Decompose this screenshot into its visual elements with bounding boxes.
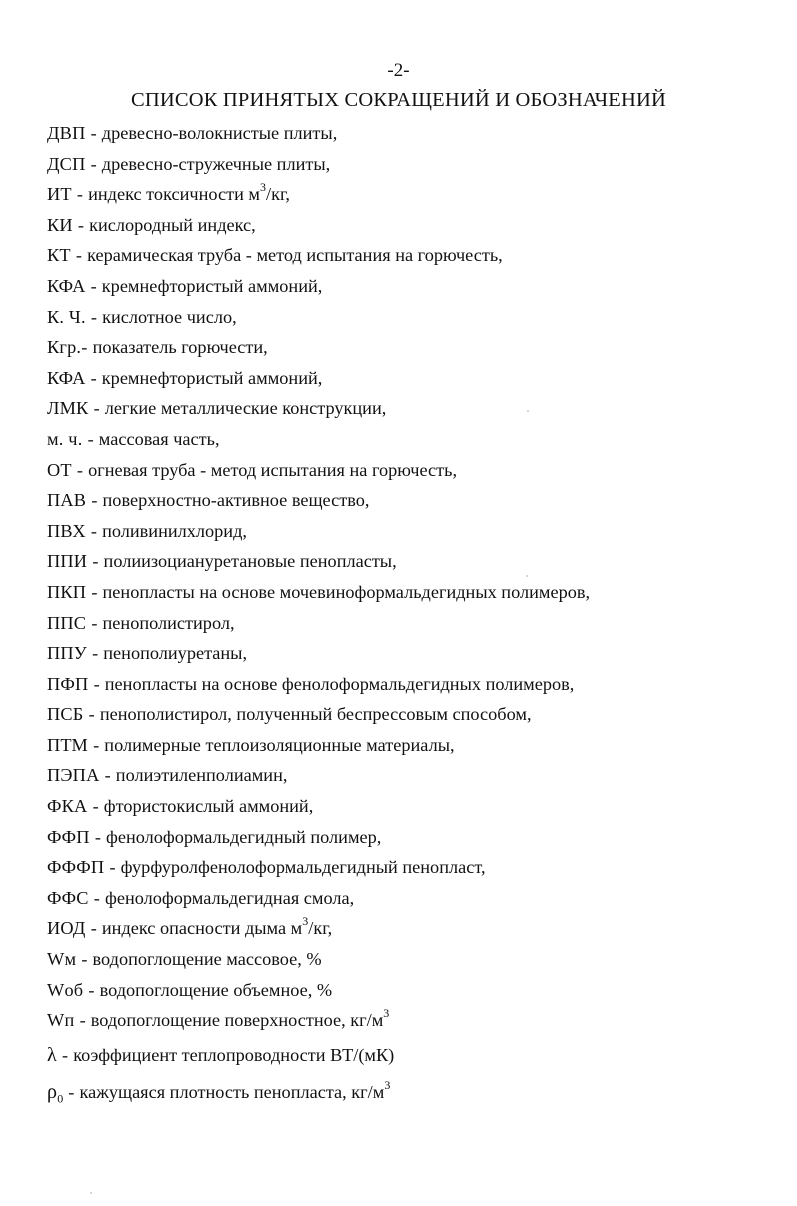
- abbreviation-term: ПСБ: [47, 704, 84, 725]
- rho-symbol: ρ: [47, 1081, 58, 1104]
- list-item: ППС - пенополистирол,: [47, 612, 235, 633]
- abbreviation-definition: полимерные теплоизоляционные материалы,: [104, 734, 455, 755]
- superscript: 3: [260, 180, 266, 195]
- abbreviation-definition: кремнефтористый аммоний,: [101, 367, 323, 388]
- abbreviation-definition: водопоглощение поверхностное, кг/м: [90, 1010, 384, 1031]
- abbreviation-definition: водопоглощение массовое, %: [92, 949, 322, 970]
- abbreviation-definition: легкие металлические конструкции,: [104, 398, 387, 419]
- abbreviation-definition: огневая труба - метод испытания на горючесть,: [88, 459, 458, 480]
- abbreviation-definition: кислотное число,: [102, 306, 237, 327]
- abbreviation-term: ПТМ: [47, 734, 88, 755]
- abbreviation-term: ФФС: [47, 887, 89, 908]
- abbreviation-definition: фенолоформальдегидная смола,: [105, 887, 355, 908]
- abbreviation-definition: фенолоформальдегидный полимер,: [106, 826, 382, 847]
- abbreviation-term: ИОД: [47, 918, 86, 939]
- list-item: ПТМ - полимерные теплоизоляционные материалы,: [47, 734, 455, 755]
- abbreviation-term: ПВХ: [47, 520, 86, 541]
- abbreviation-definition: древесно-стружечные плиты,: [101, 153, 331, 174]
- scan-speck: [526, 575, 528, 577]
- abbreviation-definition: пенополистирол, полученный беспрессовым способом,: [99, 704, 532, 725]
- abbreviation-term: ФКА: [47, 796, 88, 817]
- list-item: ДСП - древесно-стружечные плиты,: [47, 153, 331, 174]
- list-item: Wп - водопоглощение поверхностное, $кг/м^3$: [47, 1006, 390, 1031]
- list-item: КФА - кремнефтористый аммоний,: [47, 275, 323, 296]
- abbreviation-definition: пенопласты на основе мочевиноформальдегидных полимеров,: [102, 581, 591, 602]
- abbreviation-definition: кислородный индекс,: [89, 214, 256, 235]
- page-number: -2-: [387, 60, 410, 81]
- list-item: ДВП - древесно-волокнистые плиты,: [47, 123, 338, 143]
- abbreviation-term: КИ: [47, 214, 73, 235]
- list-item: ПСБ - пенополистирол, полученный беспрессовым способом,: [47, 704, 532, 725]
- scan-speck: [527, 410, 529, 412]
- abbreviation-definition-tail: /кг,: [308, 918, 333, 939]
- abbreviation-definition: пенопласты на основе фенолоформальдегидных полимеров,: [104, 673, 575, 694]
- abbreviation-term: КТ: [47, 245, 71, 266]
- list-item: КТ - керамическая труба - метод испытания на горючесть,: [47, 245, 503, 266]
- abbreviation-definition: кремнефтористый аммоний,: [101, 275, 323, 296]
- list-item: λ - коэффициент теплопроводности ВТ/(мК): [47, 1044, 395, 1067]
- abbreviation-term: ЛМК: [47, 398, 89, 419]
- abbreviation-term: КФА: [47, 367, 86, 388]
- abbreviation-term: ПФП: [47, 673, 89, 694]
- list-item: ОТ - огневая труба - метод испытания на горючесть,: [47, 459, 458, 480]
- abbreviation-definition: водопоглощение объемное, %: [99, 979, 333, 1000]
- abbreviation-term: ПЭПА: [47, 765, 100, 786]
- abbreviation-term: ППУ: [47, 643, 87, 664]
- list-item: Wоб - водопоглощение объемное, %: [47, 979, 333, 1000]
- abbreviation-definition-tail: /кг,: [266, 184, 290, 205]
- superscript: 3: [383, 1006, 390, 1021]
- abbreviation-definition: поверхностно-активное вещество,: [102, 490, 370, 511]
- page-title: СПИСОК ПРИНЯТЫХ СОКРАЩЕНИЙ И ОБОЗНАЧЕНИЙ: [130, 89, 667, 111]
- abbreviation-term: ПКП: [47, 581, 87, 602]
- abbreviation-term: ДВП: [47, 123, 86, 143]
- superscript: 3: [302, 914, 309, 929]
- abbreviation-term: КФА: [47, 275, 86, 296]
- abbreviation-definition: показатель горючести,: [92, 337, 268, 358]
- list-item: ФФП - фенолоформальдегидный полимер,: [47, 826, 382, 847]
- abbreviation-term: ФФП: [47, 826, 90, 847]
- abbreviation-definition: массовая часть,: [98, 428, 220, 449]
- list-item: ППУ - пенополиуретаны,: [47, 643, 248, 664]
- abbreviation-definition: индекс токсичности м: [88, 184, 260, 205]
- list-item: К. Ч. - кислотное число,: [47, 306, 237, 327]
- list-item: ИОД - индекс опасности дыма $м^3/кг$,: [47, 914, 333, 939]
- abbreviation-term: К. Ч.: [47, 306, 86, 327]
- list-item: КФА - кремнефтористый аммоний,: [47, 367, 323, 388]
- abbreviation-term: ППИ: [47, 551, 88, 572]
- abbreviation-term: ПАВ: [47, 490, 87, 511]
- list-item: ЛМК - легкие металлические конструкции,: [47, 398, 387, 419]
- abbreviation-term: Кгр.-: [47, 337, 88, 358]
- abbreviation-definition: керамическая труба - метод испытания на горючесть,: [87, 245, 503, 266]
- superscript: 3: [384, 1078, 391, 1093]
- list-item: ФФС - фенолоформальдегидная смола,: [47, 887, 355, 908]
- list-item: ПАВ - поверхностно-активное вещество,: [47, 490, 370, 511]
- abbreviation-term: Wп: [47, 1010, 75, 1031]
- list-item: КИ - кислородный индекс,: [47, 214, 256, 235]
- scan-speck: [90, 1192, 92, 1194]
- subscript: 0: [57, 1091, 64, 1106]
- list-item: ППИ - полиизоциануретановые пенопласты,: [47, 551, 397, 572]
- abbreviation-list: [47, 120, 787, 1116]
- abbreviation-definition: фтористокислый аммоний,: [103, 796, 314, 817]
- abbreviation-term: ФФФП: [47, 857, 105, 878]
- list-item: ФКА - фтористокислый аммоний,: [47, 796, 314, 817]
- abbreviation-definition: индекс опасности дыма м: [101, 918, 303, 939]
- abbreviation-term: ДСП: [47, 153, 86, 174]
- list-item: ПКП - пенопласты на основе мочевиноформальдегидных полимеров,: [47, 581, 591, 602]
- list-item: $\rho_0$ - кажущаяся плотность пенопласта, $кг/м^3$: [47, 1078, 391, 1106]
- abbreviation-definition: кажущаяся плотность пенопласта, кг/м: [79, 1082, 385, 1103]
- abbreviation-definition: пенополиуретаны,: [103, 643, 248, 664]
- list-item: м. ч. - массовая часть,: [47, 428, 220, 449]
- abbreviation-term: Wоб: [47, 979, 84, 1000]
- abbreviation-definition: поливинилхлорид,: [102, 520, 247, 541]
- abbreviation-definition: пенополистирол,: [102, 612, 235, 633]
- list-item: ФФФП - фурфуролфенолоформальдегидный пенопласт,: [47, 857, 486, 878]
- abbreviation-definition: полиизоциануретановые пенопласты,: [103, 551, 397, 572]
- abbreviation-term: ИТ: [47, 184, 72, 205]
- abbreviation-term: ОТ: [47, 459, 72, 480]
- list-item: [47, 334, 787, 365]
- abbreviation-definition: древесно-волокнистые плиты,: [101, 123, 338, 143]
- abbreviation-definition: фурфуролфенолоформальдегидный пенопласт,: [120, 857, 486, 878]
- abbreviation-term: м. ч.: [47, 428, 83, 449]
- abbreviation-definition: полиэтиленполиамин,: [115, 765, 288, 786]
- list-item: ПФП - пенопласты на основе фенолоформальдегидных полимеров,: [47, 673, 575, 694]
- abbreviation-term: Wм: [47, 949, 77, 970]
- abbreviation-term: ППС: [47, 612, 87, 633]
- list-item: ПВХ - поливинилхлорид,: [47, 520, 247, 541]
- lambda-symbol: λ: [47, 1044, 57, 1067]
- list-item: ПЭПА - полиэтиленполиамин,: [47, 765, 288, 786]
- abbreviation-definition: коэффициент теплопроводности ВТ/(мК): [73, 1045, 395, 1066]
- list-item: Wм - водопоглощение массовое, %: [47, 949, 322, 970]
- list-item: ИТ - индекс токсичности $м^3/кг$,: [47, 180, 290, 205]
